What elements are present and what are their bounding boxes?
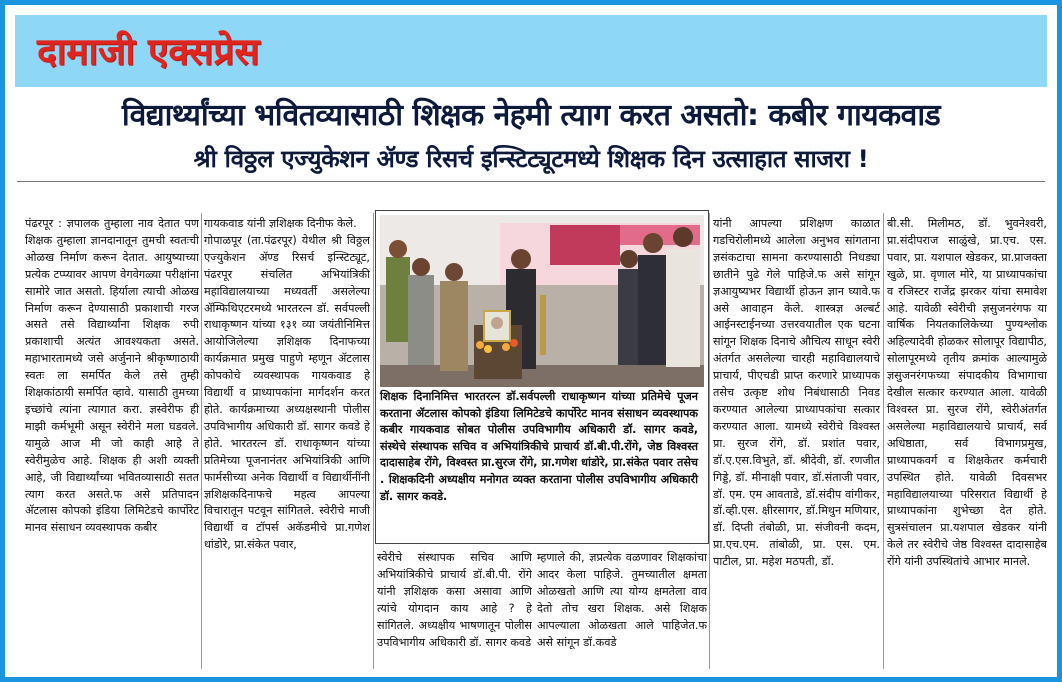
article-column-1: पंढरपूर : ज्ञपालक तुम्हाला नाव देतात पण शिक्षक तुम्हाला ज्ञानदानातून तुमची स्वतःची ओळख निर्माण करून देतात. आयुष्याच्या प्रत्येक टप्प्यावर आपण वेगवेगळ्या परीक्षांना सामोरे जात असतो. हिर्याला त्याची ओळख निर्माण करून देण्यासाठी प्रकाशाची गरज असते तसे विद्यार्थ्यांना शिक्षक रुपी प्रकाशाची अत्यंत आवश्यकता असते. महाभारतामध्ये जसे अर्जुनाने श्रीकृष्णाठायी स्वतः ला समर्पित केले तसे तुम्ही शिक्षकांठायी समर्पित व्हावे. यासाठी तुमच्या इच्छांचे त्यांना त्यागात करा. ज्ञस्वेरीफ ही माझी कर्मभूमी असून स्वेरीने मला घडवले. यामुळे आज मी जो काही आहे ते स्वेरीमुळेच आहे. शिक्षक ही अशी व्यक्ती आहे, जी विद्यार्थ्यांच्या भवितव्यासाठी सतत त्याग करत असते.फ असे प्रतिपादन ॲटलास कोपको इंडिया लिमिटेडचे कार्पोरेट मानव संसाधन व्यवस्थापक कबीर [25,217,199,535]
column-divider [201,213,202,669]
masthead-banner [15,15,1047,87]
photo-caption: शिक्षक दिनानिमित्त भारतरत्न डॉ.सर्वपल्ली राधाकृष्णन यांच्या प्रतिमेचे पूजन करताना ॲटलास कोपको इंडिया लिमिटेडचे कार्पोरेट मानव संसाधन व्यवस्थापक कबीर गायकवाड सोबत पोलीस उपविभागीय अधिकारी डॉ. सागर कवडे, संस्थेचे संस्थापक सचिव व अभियांत्रिकीचे प्राचार्य डॉ.बी.पी.रोंगे, जेष्ठ विश्वस्त दादासाहेब रोंगे, विश्वस्त प्रा.सुरज रोंगे, प्रा.गणेश धांडोरे, प्रा.संकेत पवार तसेच . शिक्षकदिनी अध्यक्षीय मनोगत व्यक्त करताना पोलीस उपविभागीय अधिकारी डॉ. सागर कवडे. [380,390,698,503]
divider-rule [17,181,1045,182]
column-divider [373,213,374,669]
event-photo [380,215,704,387]
article-column-6: बी.सी. मिलीमठ, डॉ. भुवनेश्वरी, प्रा.संदीपराज साळुंखे, प्रा.एच. एस. पवार, प्रा. यशपाल खेडकर, प्रा.प्राजक्ता खुळे, प्रा. वृणाल मोरे, या प्राध्यापकांचा व रजिस्टर राजेंद्र झरकर यांचा समावेश आहे. यावेळी स्वेरीची ज्ञसुजनरंगफ या वार्षिक नियतकालिकेच्या पुण्यश्लोक अहिल्यादेवी होळकर सोलापूर विद्यापीठ, सोलापूरमध्ये तृतीय क्रमांक आल्यामुळे ज्ञसुजनरंगफच्या संपादकीय विभागाचा देखील सत्कार करण्यात आला. यावेळी विश्वस्त प्रा. सुरज रोंगे, स्वेरीअंतर्गत असलेल्या महाविद्यालयाचे प्राचार्य, सर्व अधिष्ठाता, सर्व विभागप्रमुख, प्राध्यापकवर्ग व शिक्षकेतर कर्मचारी उपस्थित होते. यावेळी दिवसभर महाविद्यालयाच्या परिसरात विद्यार्थी हे प्राध्यापकांना शुभेच्छा देत होते. सुत्रसंचालन प्रा.यशपाल खेडकर यांनी केले तर स्वेरीचे जेष्ठ विश्वस्त दादासाहेब रोंगे यांनी उपस्थितांचे आभार मानले. [887,217,1047,569]
article-column-2: गायकवाड यांनी ज्ञशिक्षक दिनीफ केले. गोपाळपूर (ता.पंढरपूर) येथील श्री विठ्ठल एज्युकेशन ॲण्ड रिसर्च इन्स्टिट्यूट, पंढरपूर संचलित अभियांत्रिकी महाविद्यालयाच्या मध्यवर्ती असलेल्या ॲम्फिथिएटरमध्ये भारतरत्न डॉ. सर्वपल्ली राधाकृष्णन यांच्या १३१ व्या जयंतीनिमित्त आयोजिलेल्या ज्ञशिक्षक दिनाफच्या कार्यक्रमात प्रमुख पाहुणे म्हणून ॲटलास कोपकोचे व्यवस्थापक गायकवाड हे विद्यार्थी व प्राध्यापकांना मार्गदर्शन करत होते. कार्यक्रमाच्या अध्यक्षस्थानी पोलीस उपविभागीय अधिकारी डॉ. सागर कवडे हे होते. भारतरत्न डॉ. राधाकृष्णन यांच्या प्रतिमेच्या पूजनानंतर अभियांत्रिकी आणि फार्मसीच्या अनेक विद्यार्थी व विद्यार्थीनींनी ज्ञशिक्षकदिनाफचे महत्व आपल्या विचारातून पटवून सांगितले. स्वेरीचे माजी विद्यार्थी व टॉपर्स अकॅडमीचे प्रा.गणेश धांडोरे, प्रा.संकेत पवार, [204,217,370,552]
article-column-4: म्हणाले की, ज्ञप्रत्येक वळणावर शिक्षकांचा आदर केला पाहिजे. तुमच्यातील क्षमता ओळखतो आणि त्या योग्य क्षमतेला वाव देतो तोच खरा शिक्षक. असे शिक्षक आपल्याला ओळखता आले पाहिजेत.फ असे सांगून डॉ.कवडे [537,551,707,649]
article-column-3: स्वेरीचे संस्थापक सचिव आणि अभियांत्रिकीचे प्राचार्य डॉ.बी.पी. रोंगे यांनी ज्ञशिक्षक कसा असावा आणि त्यांचे योगदान काय आहे ? हे सांगितले. अध्यक्षीय भाषणातून पोलीस उपविभागीय अधिकारी डॉ. सागर कवडे [377,551,532,649]
newspaper-title: दामाजी एक्सप्रेस [37,30,260,73]
column-divider [883,213,884,669]
column-divider [709,213,710,669]
article-column-5: यांनी आपल्या प्रशिक्षण काळात गडचिरोलीमध्ये आलेला अनुभव सांगताना ज्ञसंकटाचा सामना करण्यासाठी निधड्या छातीने पुढे गेले पाहिजे.फ असे सांगून ज्ञआयुष्यभर विद्यार्थी होऊन ज्ञान घ्यावे.फ असे आवाहन केले. शास्त्रज्ञ अल्बर्ट आईनस्टाईनच्या उत्तरवयातील एक घटना सांगून शिक्षक दिनाचे औचित्य साधून स्वेरी अंतर्गत असलेल्या चारही महाविद्यालयाचे प्राचार्य, पीएचडी प्राप्त करणारे प्राध्यापक तसेच उत्कृष्ट शोध निबंधासाठी निवड करण्यात आलेल्या प्राध्यापकांचा सत्कार करण्यात आला. यामध्ये स्वेरीचे विश्वस्त प्रा. सुरज रोंगे, डॉ. प्रशांत पवार, डॉ.ए.एस.विभुते, डॉ. श्रीदेवी, डॉ. रणजीत गिड्डे, डॉ. मीनाक्षी पवार, डॉ.संताजी पवार, डॉ. एम. एम आवताडे, डॉ.संदीप वांगीकर, डॉ.व्ही.एस. क्षीरसागर, डॉ.मिथुन मणियार, डॉ. दिप्ती तंबोळी, प्रा. संजीवनी कदम, प्रा.एच.एम. तांबोळी, प्रा. एस. एम. पाटील, प्रा. महेश मठपती, डॉ. [713,217,880,569]
article-subheadline: श्री विठ्ठल एज्युकेशन ॲण्ड रिसर्च इन्स्टिट्यूटमध्ये शिक्षक दिन उत्साहात साजरा ! [193,145,869,173]
article-headline: विद्यार्थ्यांच्या भवितव्यासाठी शिक्षक नेहमी त्याग करत असतो: कबीर गायकवाड [121,98,941,133]
photo-with-caption [375,210,709,544]
